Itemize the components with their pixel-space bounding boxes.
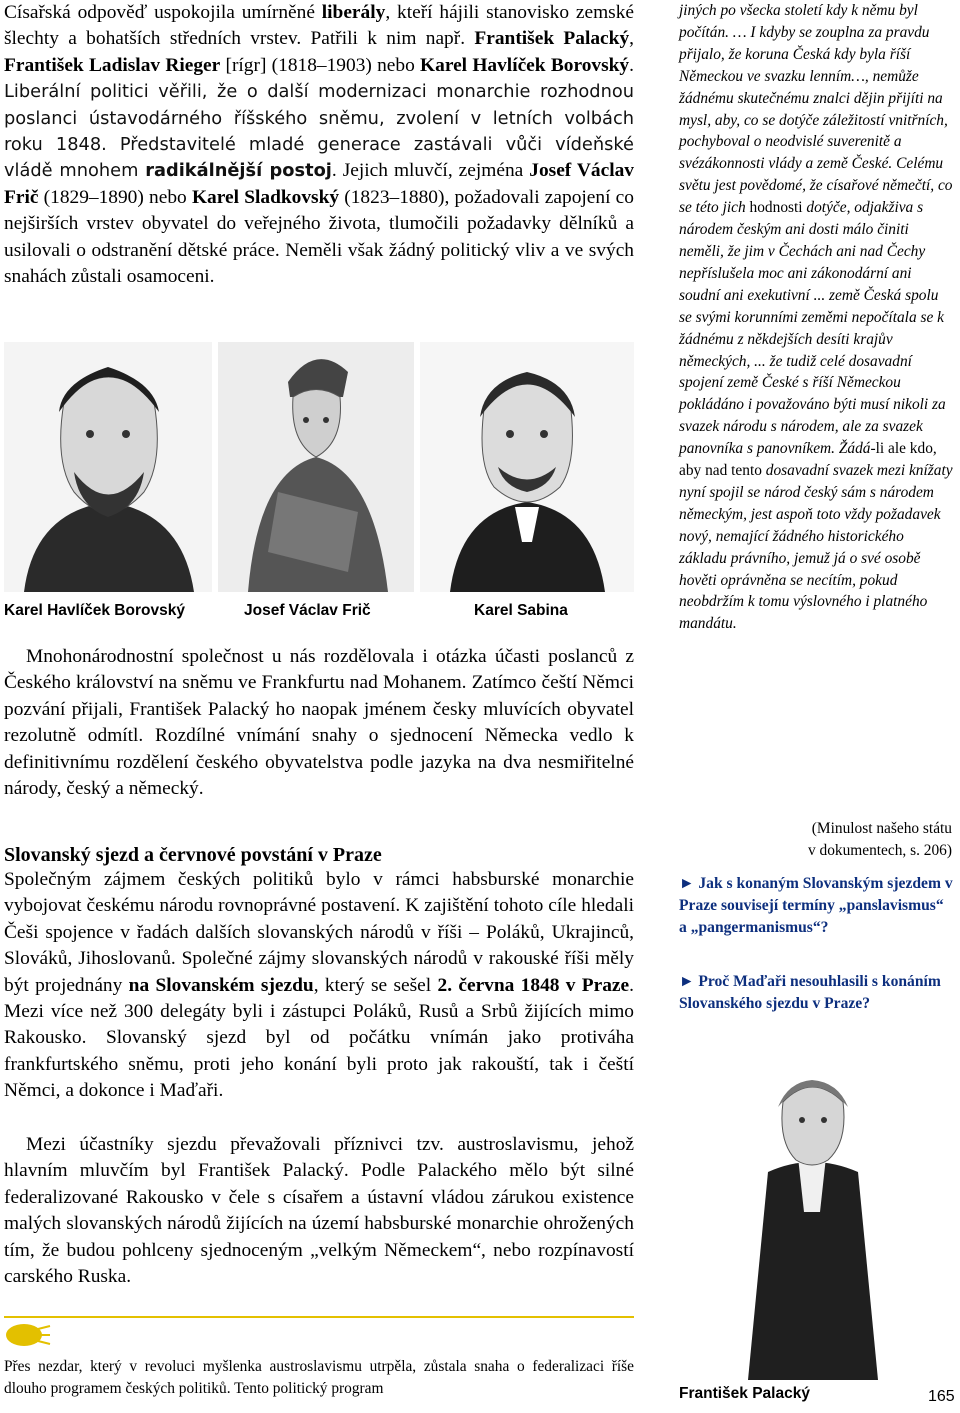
intro-text: [rígr] (1818–1903) nebo [220,54,421,76]
quote-text: dosavadní svazek mezi knížaty nyní spojil se národ český sám s národem německým, jest aspoň toto vždy požadavek nový, nemající žádného historického základu právního, jemuž já o své osobě hověti oprávněna se necítím, pokud neobdržím k tomu výslovného i platného mandátu. [679,462,953,633]
portrait-havlicek-drawing [4,342,212,592]
section-text: . Mezi více než 300 delegáty byli i zástupci Poláků, Rusů a Srbů žijících mimo Rakousko. Slovanský sjezd byl od počátku vnímán jako protiváha frankfurtského sněmu, proti jeho konání byli proto jak rakouští, tak i čeští Němci, a dokonce i Maďaři. [4,974,635,1102]
portrait-palacky [728,1062,896,1380]
section-paragraph-2: Mezi účastníky sjezdu převažovali příznivci tzv. austroslavismu, jehož hlavním mluvčím byl František Palacký. Podle Palackého mělo být silné federalizované Rakousko v čele s císařem a ústavní vládou zárukou existence malých slovanských národů žijících na území habsburské monarchie ohrožených tím, že budou pohlceny sjednoceným „velkým Německem“, nebo rozpínavostí carského Ruska. [4,1134,634,1288]
intro-text-sans: Liberální politici věřili, že o další modernizaci monarchie rozhodnou poslanci ústavodárného říšského sněmu, zvolení v letních volbách roku 1848. Představitelé mladé generace zastávali vůči vídeňské vládě mnohem [4,81,634,182]
question-1 [679,873,955,939]
intro-text: (1829–1890) nebo [38,186,192,208]
term-radical: radikálnější postoj [145,160,332,182]
term-congress: na Slovanském sjezdu [128,974,314,996]
intro-text: , kteří hájili stanovisko zemské šlechty a bohatších středních vrstev. Patřili k nim např. [4,2,634,50]
quote-source [679,818,952,862]
section-paragraph-1 [4,867,634,1105]
caption-havlicek: Karel Havlíček Borovský [4,602,185,619]
sidebar-quote [679,0,955,635]
lightbulb-icon [4,1322,52,1348]
caption-palacky: František Palacký [679,1385,810,1402]
name-rieger: František Ladislav Rieger [4,54,221,76]
question-text: Proč Maďaři nesouhlasili s konáním Slovanského sjezdu v Praze? [679,973,941,1012]
footer-paragraph: Přes nezdar, který v revoluci myšlenka austroslavismu utrpěla, zůstala snaha o federalizaci říše dlouho programem českých politiků. Tento politický program [4,1358,634,1397]
term-liberals: liberály [321,2,386,23]
quote-text-upright: li ale kdo, aby nad tento [679,440,937,480]
intro-text: . Jejich mluvčí, zejména [331,160,530,182]
intro-text: (1823–1880), požadovali zapojení co nejširších vrstev obyvatel do veřejného života, tlumočili požadavky dělníků a usilovali o odstranění dětské práce. Neměli však žádný politický vliv a ve svých snahách zůstali osamoceni. [4,186,634,288]
section-text: , který se sešel [313,974,438,996]
name-havlicek: Karel Havlíček Borovský [420,54,630,76]
term-date: 2. června 1848 v Praze [437,974,630,996]
page-number: 165 [928,1388,955,1405]
arrow-icon: ► [679,973,695,990]
intro-text: Císařská odpověď uspokojila umírněné [4,2,322,23]
portrait-palacky-drawing [728,1062,896,1380]
portrait-sabina-drawing [420,342,634,592]
footer-rule [4,1316,634,1318]
period: . [629,54,634,76]
portrait-havlicek [4,342,212,592]
section-text: Společným zájmem českých politiků bylo v rámci habsburské monarchie vybojovat českému národu rovnoprávné postavení. K zajištění tohoto cíle hledali Češi spojence v řadách dalších slovanských národů v říši – Poláků, Ukrajinců, Slováků, Jihoslovanů. Společné zájmy slovanských národů v rakouské říši měly být projednány [4,869,634,996]
caption-sabina: Karel Sabina [474,602,568,619]
name-fric: Josef Václav Frič [4,160,634,208]
portrait-fric-drawing [218,342,414,592]
quote-text-upright: hodnosti [749,199,803,217]
quote-text: dotýče, odjakživa s národem českým ani dosti málo činiti neměli, že jim v Čechách ani nad Čechy nepříslušela moc ani zákonodární ani soudní ani exekutivní ... země Česká spolu se svými korunními zeměmi nepočítala se k žádnému z někdejších desíti krajův německých, ... že tudiž celé dosavadní spojení země České s říší Německou pokládáno i považováno býti musí nikoli za svazek národu s národem, ale za svazek panovníka s panovníkem. Žádá- [679,199,946,458]
section-heading: Slovanský sjezd a červnové povstání v Praze [4,844,382,866]
quote-text: jiných po všecka století kdy k němu byl počítán. … I kdyby se zouplna za pravdu přijalo, že koruna Česká kdy byla říší Německou ve svazku lenním…, nemůže žádnému skutečnému znalci dějin přijíti na mysl, aby, co se dotýče záležitostí vnitřních, pochyboval o neodvislé suverenitě a svézákonnosti vlády a země České. Celému světu jest povědomé, že císařové němečtí, co se této jich [679,2,953,217]
question-text: Jak s konaným Slovanským sjezdem v Praze souvisejí termíny „panslavismus“ a „pangermanismus“? [679,875,953,936]
name-sladkovsky: Karel Sladkovský [191,186,340,208]
frankfurt-paragraph: Mnohonárodnostní společnost u nás rozdělovala i otázka účasti poslanců z Českého království na sněmu ve Frankfurtu nad Mohanem. Zatímco čeští Němci pozvání přijali, František Palacký ho naopak jménem česky mluvících obyvatel rezolutně odmítl. Rozdílné vnímání snahy o sjednocení Německa vedlo k definitivnímu rozdělení českého obyvatelstva podle jazyka na dva nesmiřitelné národy, český a německý. [4,646,634,800]
source-line: v dokumentech, s. 206) [807,841,952,859]
source-line: (Minulost našeho státu [811,820,952,837]
arrow-icon: ► [679,875,695,892]
caption-fric: Josef Václav Frič [244,602,371,619]
name-palacky: František Palacký [474,28,630,50]
portrait-fric [218,342,414,592]
portrait-sabina [420,342,634,592]
separator: , [629,28,634,50]
question-2 [679,971,955,1015]
intro-paragraph [4,0,634,290]
